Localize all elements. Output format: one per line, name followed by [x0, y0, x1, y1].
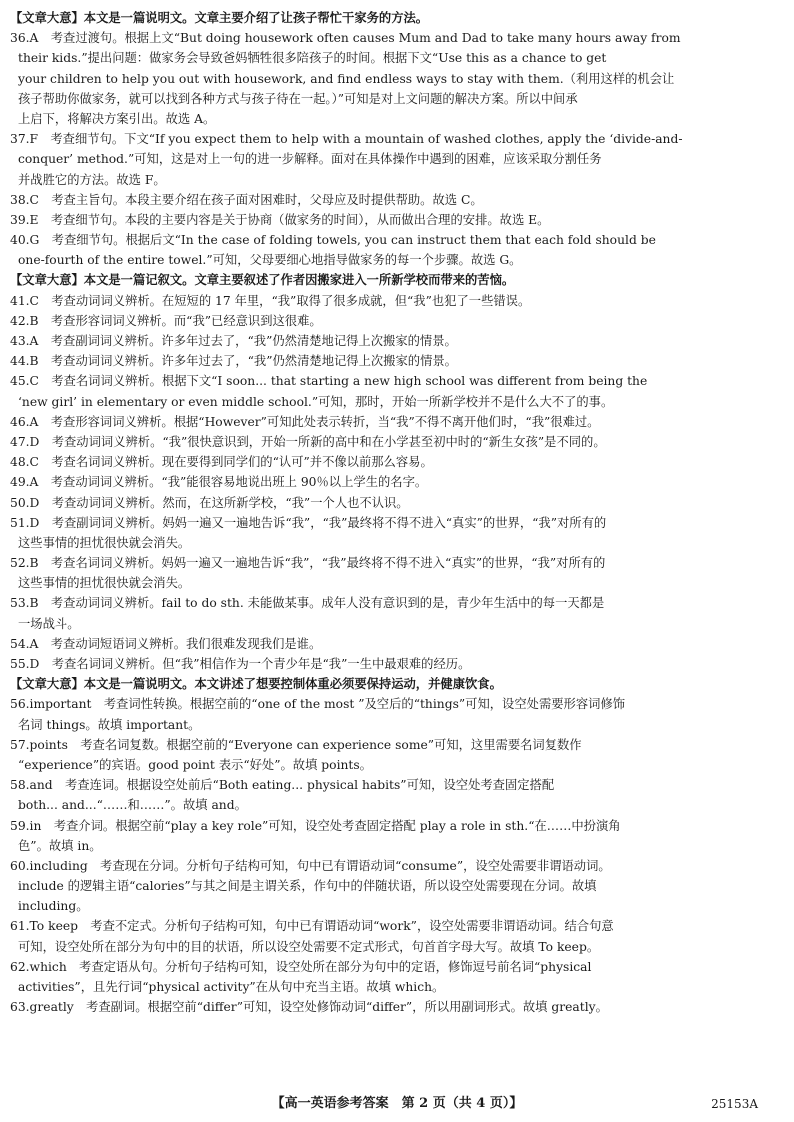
article-summary-line: 【文章大意】本文是一篇记叙文。文章主要叙述了作者因搬家进入一所新学校而带来的苦恼。 [10, 272, 515, 288]
answer-line: 56.important 考查词性转换。根据空前的“one of the most ”及空后的“things”可知，设空处需要形容词修饰 [10, 697, 626, 712]
article-summary-line: 【文章大意】本文是一篇说明文。本文讲述了想要控制体重必须要保持运动，并健康饮食。 [10, 676, 502, 692]
answer-line: ‘new girl’ in elementary or even middle school.”可知，那时，开始一所新学校并不是什么大不了的事。 [18, 394, 614, 409]
answer-line: 上启下，将解决方案引出。故选 A。 [18, 111, 216, 126]
answer-line: 并战胜它的方法。故选 F。 [18, 172, 166, 187]
article-summary-line: 【文章大意】本文是一篇说明文。文章主要介绍了让孩子帮忙干家务的方法。 [10, 10, 429, 25]
answer-line: 41.C 考查动词词义辨析。在短短的 17 年里，“我”取得了很多成就，但“我”也犯了一些错误。 [10, 293, 531, 308]
answer-line: 可知，设空处所在部分为句中的目的状语，所以设空处需要不定式形式，句首首字母大写。故填 To keep。 [18, 939, 600, 954]
answer-line: 38.C 考查主旨句。本段主要介绍在孩子面对困难时，父母应及时提供帮助。故选 C。 [10, 192, 483, 207]
answer-line: 39.E 考查细节句。本段的主要内容是关于协商（做家务的时间），从而做出合理的安排。故选 E。 [10, 212, 550, 227]
answer-line: 这些事情的担忧很快就会消失。 [18, 535, 191, 550]
answer-line: 孩子帮助你做家务，就可以找到各种方式与孩子待在一起。）”可知是对上文问题的解决方案。所以中间承 [18, 91, 578, 106]
answer-line: 50.D 考查动词词义辨析。然而，在这所新学校，“我”一个人也不认识。 [10, 495, 409, 510]
answer-text-block [10, 8, 790, 1017]
answer-line: your children to help you out with housework, and find endless ways to stay with them.（利用这样的机会让 [18, 71, 675, 86]
answer-line: include 的逻辑主语“calories”与其之间是主谓关系，作句中的伴随状语，所以设空处需要现在分词。故填 [18, 879, 597, 894]
answer-line: 40.G 考查细节句。根据后文“In the case of folding towels, you can instruct them that each fold should be [10, 233, 656, 248]
answer-line: conquer’ method.”可知，这是对上一句的进一步解释。面对在具体操作中遇到的困难，应该采取分割任务 [18, 152, 602, 167]
answer-line: 色”。故填 in。 [18, 838, 102, 853]
answer-line: 62.which 考查定语从句。分析句子结构可知，设空处所在部分为句中的定语，修饰逗号前名词“physical [10, 959, 592, 974]
answer-line: 37.F 考查细节句。下文“If you expect them to help with a mountain of washed clothes, apply the ‘divide-and- [10, 132, 683, 147]
answer-line: 45.C 考查名词词义辨析。根据下文“I soon... that starting a new high school was different from being the [10, 374, 648, 389]
answer-line: 47.D 考查动词词义辨析。“我”很快意识到，开始一所新的高中和在小学甚至初中时的“新生女孩”是不同的。 [10, 434, 606, 449]
answer-line: 54.A 考查动词短语词义辨析。我们很难发现我们是谁。 [10, 636, 322, 651]
answer-line: 43.A 考查副词词义辨析。许多年过去了，“我”仍然清楚地记得上次搬家的情景。 [10, 334, 457, 348]
answer-line: 53.B 考查动词词义辨析。fail to do sth. 未能做某事。成年人没有意识到的是，青少年生活中的每一天都是 [10, 596, 605, 611]
answer-line: activities”，且先行词“physical activity”在从句中充当主语。故填 which。 [18, 980, 445, 994]
answer-line: one-fourth of the entire towel.”可知，父母要细心地指导做家务的每一个步骤。故选 G。 [18, 253, 522, 268]
answer-line: 48.C 考查名词词义辨析。现在要得到同学们的“认可”并不像以前那么容易。 [10, 455, 433, 470]
answer-line: 57.points 考查名词复数。根据空前的“Everyone can experience some”可知，这里需要名词复数作 [10, 737, 582, 752]
answer-line: their kids.”提出问题：做家务会导致爸妈牺牲很多陪孩子的时间。根据下文“Use this as a chance to get [18, 51, 607, 66]
answer-line: 46.A 考查形容词词义辨析。根据“However”可知此处表示转折，当“我”不得不离开他们时，“我”很难过。 [10, 414, 600, 429]
answer-line: 一场战斗。 [18, 616, 80, 631]
answer-line: 61.To keep 考查不定式。分析句子结构可知，句中已有谓语动词“work”，设空处需要非谓语动词。结合句意 [10, 919, 614, 934]
answer-line: “experience”的宾语。good point 表示“好处”。故填 points。 [18, 757, 372, 772]
answer-line: 42.B 考查形容词词义辨析。而“我”已经意识到这很难。 [10, 313, 322, 328]
document-code: 25153A [711, 1097, 758, 1111]
answer-line: both... and...“……和……”。故填 and。 [18, 798, 247, 813]
answer-line: 49.A 考查动词词义辨析。“我”能很容易地说出班上 90％以上学生的名字。 [10, 475, 428, 490]
answer-line: 63.greatly 考查副词。根据空前“differ”可知，设空处修饰动词“differ”，所以用副词形式。故填 greatly。 [10, 1000, 608, 1015]
answer-line: including。 [18, 899, 89, 914]
answer-line: 60.including 考查现在分词。分析句子结构可知，句中已有谓语动词“consume”，设空处需要非谓语动词。 [10, 858, 611, 873]
answer-line: 36.A 考查过渡句。根据上文“But doing housework often causes Mum and Dad to take many hours away from [10, 31, 681, 46]
answer-line: 名词 things。故填 important。 [18, 717, 201, 732]
answer-line: 58.and 考查连词。根据设空处前后“Both eating... physical habits”可知，设空处考查固定搭配 [10, 778, 555, 793]
answer-line: 55.D 考查名词词义辨析。但“我”相信作为一个青少年是“我”一生中最艰难的经历。 [10, 657, 471, 671]
answer-line: 这些事情的担忧很快就会消失。 [18, 576, 191, 591]
footer-title: 【高一英语参考答案 第 2 页（共 4 页）】 [271, 1096, 523, 1111]
answer-line: 51.D 考查副词词义辨析。妈妈一遍又一遍地告诉“我”，“我”最终将不得不进入“真实”的世界，“我”对所有的 [10, 515, 607, 530]
answer-line: 44.B 考查动词词义辨析。许多年过去了，“我”仍然清楚地记得上次搬家的情景。 [10, 354, 457, 369]
answer-line: 52.B 考查名词词义辨析。妈妈一遍又一遍地告诉“我”，“我”最终将不得不进入“真实”的世界，“我”对所有的 [10, 556, 606, 571]
answer-line: 59.in 考查介词。根据空前“play a key role”可知，设空处考查固定搭配 play a role in sth.“在……中扮演角 [10, 818, 621, 833]
page-footer [0, 1093, 794, 1115]
